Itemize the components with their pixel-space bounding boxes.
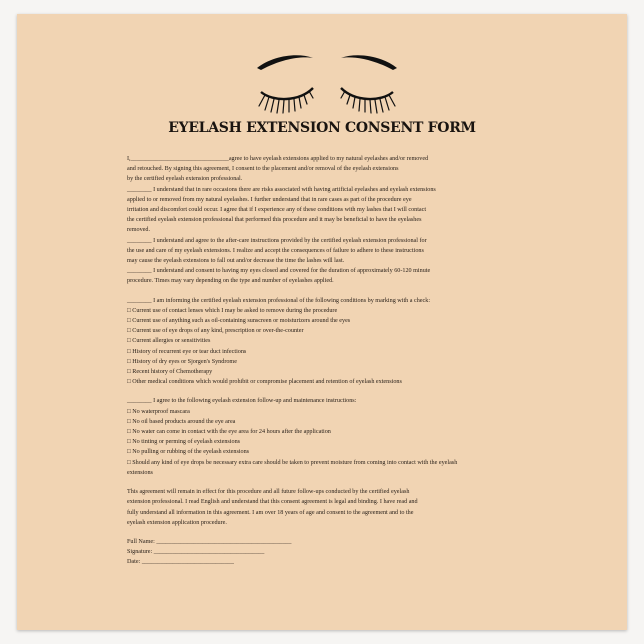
full-name-field[interactable]: Full Name: ____________________________________________ (127, 538, 292, 545)
closing-line: eyelash extension application procedure. (127, 519, 227, 526)
condition-checkbox[interactable]: □ Recent history of Chemotherapy (127, 369, 213, 376)
risks-line: applied to or removed from my natural eyelashes. I further understand that in rare cases as part of the procedure eye (127, 196, 412, 203)
intro-paragraph (127, 154, 527, 185)
risks-line: the certified eyelash extension professional that performed this procedure and it may be beneficial to have the eyelashes (127, 217, 422, 224)
aftercare-line: may cause the eyelash extensions to fall out and/or decrease the time the lashes will last. (127, 258, 345, 265)
closing-line: extension professional. I read English and understand that this consent agreement is legal and binding. I have read and (127, 499, 418, 506)
followup-checkbox[interactable]: □ No waterproof mascara (127, 408, 190, 415)
followup-continuation: extensions (127, 469, 153, 476)
closed-eyes-lashes-icon (247, 40, 407, 120)
followup-intro: ________ I agree to the following eyelash extension follow-up and maintenance instructions: (127, 398, 357, 405)
signature-field[interactable]: Signature: ____________________________________ (127, 549, 265, 556)
form-body (127, 154, 527, 568)
condition-checkbox[interactable]: □ History of dry eyes or Sjorgen's Syndrome (127, 358, 237, 365)
risks-line: irritation and discomfort could occur. I agree that if I experience any of these conditions with my lashes that I will contact (127, 207, 427, 214)
followup-checkbox[interactable]: □ No tinting or perming of eyelash extensions (127, 439, 241, 446)
followup-checkbox[interactable]: □ No pulling or rubbing of the eyelash extensions (127, 449, 250, 456)
condition-checkbox[interactable]: □ Other medical conditions which would prohibit or compromise placement and retention of eyelash extensions (127, 379, 402, 386)
aftercare-line: procedure. Times may vary depending on the type and number of eyelashes applied. (127, 278, 334, 285)
condition-checkbox[interactable]: □ Current use of anything such as oil-containing sunscreen or moisturizers around the eyes (127, 318, 351, 325)
risks-line: removed. (127, 227, 151, 234)
aftercare-line: ________ I understand and consent to having my eyes closed and covered for the duration of approximately 60-120 minute (127, 268, 431, 275)
aftercare-line: the use and care of my eyelash extensions. I realize and accept the consequences of failure to adhere to these instructions (127, 247, 424, 254)
intro-line: by the certified eyelash extension professional. (127, 176, 243, 183)
form-title: EYELASH EXTENSION CONSENT FORM (168, 120, 476, 136)
closing-paragraph (127, 487, 527, 528)
intro-line: and retouched. By signing this agreement, I consent to the placement and/or removal of the eyelash extensions (127, 166, 399, 173)
consent-form-sheet (17, 14, 627, 630)
risks-line: ________ I understand that in rare occasions there are risks associated with having artificial eyelashes and eyelash extensions (127, 186, 436, 193)
condition-checkbox[interactable]: □ Current use of eye drops of any kind, prescription or over-the-counter (127, 328, 304, 335)
closing-line: fully understand all information in this agreement. I am over 18 years of age and consent to the agreement and to the (127, 509, 414, 516)
conditions-intro: ________ I am informing the certified eyelash extension professional of the following conditions by marking with a check: (127, 297, 431, 304)
risks-paragraph (127, 185, 527, 236)
closing-line: This agreement will remain in effect for this procedure and all future follow-ups conducted by the certified eyelash (127, 489, 410, 496)
aftercare-line: ________ I understand and agree to the after-care instructions provided by the certified eyelash extension professional for (127, 237, 427, 244)
condition-checkbox[interactable]: □ Current use of contact lenses which I may be asked to remove during the procedure (127, 307, 338, 314)
followup-checkbox[interactable]: □ No water can come in contact with the eye area for 24 hours after the application (127, 429, 331, 436)
followup-checkbox[interactable]: □ No oil based products around the eye area (127, 418, 236, 425)
aftercare-paragraph (127, 236, 527, 287)
followup-checkbox[interactable]: □ Should any kind of eye drops be necessary extra care should be taken to prevent moisture from coming into contact with the eyelash (127, 459, 458, 466)
condition-checkbox[interactable]: □ History of recurrent eye or tear duct infections (127, 348, 247, 355)
followup-checklist (127, 407, 527, 478)
condition-checkbox[interactable]: □ Current allergies or sensitivities (127, 338, 211, 345)
signature-block (127, 537, 527, 568)
intro-line: I,________________________________agree to have eyelash extensions applied to my natural eyelashes and/or removed (127, 156, 429, 162)
conditions-checklist (127, 306, 527, 388)
date-field[interactable]: Date: ______________________________ (127, 559, 234, 566)
